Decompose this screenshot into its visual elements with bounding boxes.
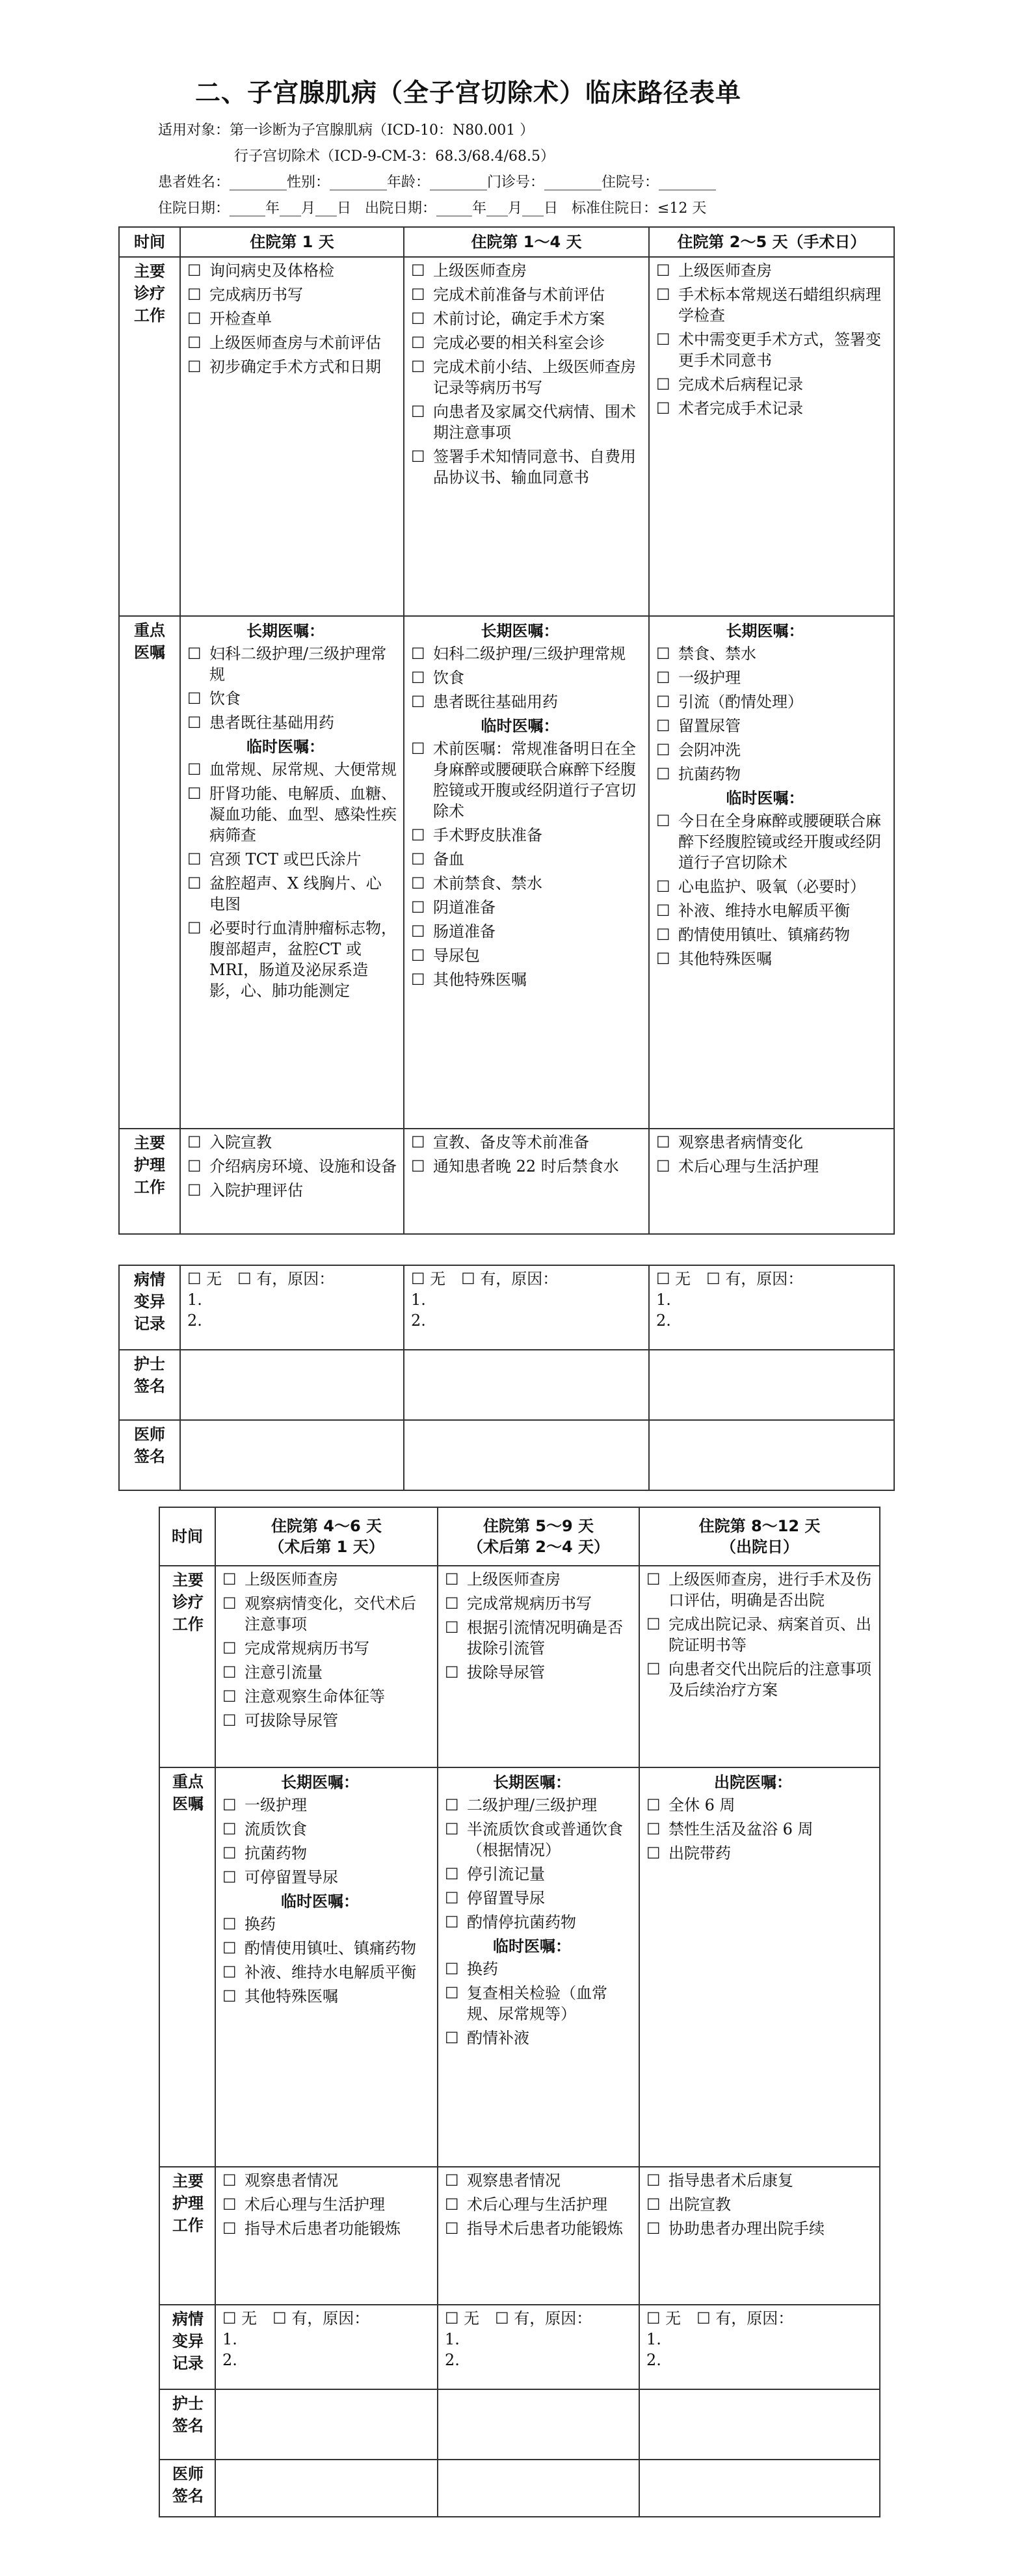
- nurse-signature-field[interactable]: [438, 2389, 639, 2460]
- row-label-key-orders: 重点医嘱: [119, 616, 180, 1129]
- checkbox-item[interactable]: ☐ 酌情使用镇吐、镇痛药物: [222, 1938, 430, 1959]
- main-work-cell: [649, 257, 894, 616]
- day-header: 住院第 8～12 天 （出院日）: [639, 1507, 880, 1566]
- row-label-nursing: 主要护理工作: [119, 1129, 180, 1234]
- day-header: 住院第 5～9 天 （术后第 2～4 天）: [438, 1507, 639, 1566]
- checkbox-item[interactable]: ☐ 出院宣教: [646, 2194, 873, 2215]
- nursing-cell: [404, 1129, 649, 1234]
- checkbox-item[interactable]: ☐ 抗菌药物: [656, 764, 887, 785]
- checkbox-item[interactable]: ☐ 妇科二级护理/三级护理常规: [187, 643, 397, 685]
- checkbox-item[interactable]: ☐ 术后心理与生活护理: [222, 2194, 430, 2215]
- checkbox-icon[interactable]: ☐: [495, 2309, 509, 2328]
- checkbox-item[interactable]: ☐ 指导术后患者功能锻炼: [445, 2218, 632, 2239]
- row-label-nurse-sign: 护士签名: [159, 2389, 215, 2460]
- temporary-orders-heading: 临时医嘱：: [481, 717, 559, 735]
- page-title: 二、子宫腺肌病（全子宫切除术）临床路径表单: [195, 79, 742, 108]
- checkbox-item[interactable]: ☐ 抗菌药物: [222, 1843, 430, 1864]
- orders-cell: [649, 616, 894, 1129]
- checkbox-icon[interactable]: ☐: [445, 2309, 459, 2328]
- checkbox-item[interactable]: ☐ 补液、维持水电解质平衡: [222, 1962, 430, 1983]
- checkbox-item[interactable]: ☐ 其他特殊医嘱: [656, 948, 887, 969]
- checkbox-item[interactable]: ☐ 观察患者病情变化: [656, 1132, 887, 1153]
- main-work-cell: [180, 257, 404, 616]
- checkbox-item[interactable]: ☐ 观察患者情况: [222, 2170, 430, 2191]
- checkbox-item[interactable]: ☐ 观察病情变化，交代术后注意事项: [222, 1593, 430, 1635]
- doctor-signature-field[interactable]: [438, 2460, 639, 2517]
- checkbox-item[interactable]: ☐ 上级医师查房: [656, 260, 887, 281]
- checkbox-item[interactable]: ☐ 禁性生活及盆浴 6 周: [646, 1819, 873, 1840]
- checkbox-item[interactable]: ☐ 协助患者办理出院手续: [646, 2218, 873, 2239]
- checkbox-item[interactable]: ☐ 完成术前准备与术前评估: [411, 284, 642, 305]
- row-label-variation: 病情变异记录: [159, 2305, 215, 2389]
- checkbox-item[interactable]: ☐ 完成常规病历书写: [222, 1638, 430, 1659]
- long-term-orders-heading: 长期医嘱：: [281, 1773, 359, 1791]
- nurse-signature-field[interactable]: [215, 2389, 438, 2460]
- row-label-main-work: 主要诊疗工作: [119, 257, 180, 616]
- orders-cell: [180, 616, 404, 1129]
- checkbox-icon[interactable]: ☐: [461, 1270, 475, 1288]
- variation-cell: [649, 1265, 894, 1350]
- checkbox-item[interactable]: ☐ 手术标本常规送石蜡组织病理学检查: [656, 284, 887, 326]
- row-label-nursing: 主要护理工作: [159, 2167, 215, 2305]
- doctor-signature-field[interactable]: [639, 2460, 880, 2517]
- checkbox-item[interactable]: ☐ 入院护理评估: [187, 1180, 397, 1201]
- checkbox-item[interactable]: ☐ 半流质饮食或普通饮食（根据情况）: [445, 1819, 632, 1860]
- checkbox-item[interactable]: ☐ 必要时行血清肿瘤标志物，腹部超声，盆腔CT 或 MRI，肠道及泌尿系造影，心、肺功能测定: [187, 918, 397, 1001]
- row-label-variation: 病情变异记录: [119, 1265, 180, 1350]
- checkbox-item[interactable]: ☐ 术前禁食、禁水: [411, 873, 642, 894]
- long-term-orders-heading: 长期医嘱：: [726, 622, 804, 640]
- checkbox-item[interactable]: ☐ 全休 6 周: [646, 1795, 873, 1816]
- checkbox-item[interactable]: ☐ 术后心理与生活护理: [445, 2194, 632, 2215]
- doctor-signature-field[interactable]: [404, 1420, 649, 1490]
- row-label-main-work: 主要诊疗工作: [159, 1566, 215, 1767]
- no-option-label: 无: [206, 1270, 222, 1288]
- long-term-orders-heading: 长期医嘱：: [481, 622, 559, 640]
- checkbox-item[interactable]: ☐ 一级护理: [222, 1795, 430, 1816]
- checkbox-icon[interactable]: ☐: [706, 1270, 721, 1288]
- pathway-table-2: [159, 1507, 880, 2517]
- main-work-cell: [438, 1566, 639, 1767]
- time-header: 时间: [119, 227, 180, 257]
- checkbox-item[interactable]: ☐ 手术野皮肤准备: [411, 825, 642, 846]
- checkbox-item[interactable]: ☐ 向患者交代出院后的注意事项及后续治疗方案: [646, 1659, 873, 1700]
- checkbox-item[interactable]: ☐ 酌情补液: [445, 2028, 632, 2048]
- checkbox-item[interactable]: ☐ 宫颈 TCT 或巴氏涂片: [187, 849, 397, 870]
- checkbox-item[interactable]: ☐ 出院带药: [646, 1843, 873, 1864]
- main-work-cell: [639, 1566, 880, 1767]
- checkbox-item[interactable]: ☐ 会阴冲洗: [656, 740, 887, 760]
- yes-option-label: 有，原因：: [514, 2309, 592, 2328]
- checkbox-item[interactable]: ☐ 完成出院记录、病案首页、出院证明书等: [646, 1614, 873, 1656]
- no-option-label: 无: [430, 1270, 446, 1288]
- checkbox-item[interactable]: ☐ 上级医师查房与术前评估: [187, 332, 397, 353]
- sign-table-1: [118, 1265, 895, 1491]
- checkbox-item[interactable]: ☐ 酌情停抗菌药物: [445, 1912, 632, 1933]
- checkbox-item[interactable]: ☐ 通知患者晚 22 时后禁食水: [411, 1156, 642, 1177]
- yes-option-label: 有，原因：: [256, 1270, 335, 1288]
- day-header: 住院第 4～6 天 （术后第 1 天）: [215, 1507, 438, 1566]
- checkbox-item[interactable]: ☐ 今日在全身麻醉或腰硬联合麻醉下经腹腔镜或经开腹或经阴道行子宫切除术: [656, 811, 887, 873]
- checkbox-item[interactable]: ☐ 术者完成手术记录: [656, 398, 887, 419]
- checkbox-item[interactable]: ☐ 术前讨论，确定手术方案: [411, 308, 642, 329]
- checkbox-item[interactable]: ☐ 指导术后患者功能锻炼: [222, 2218, 430, 2239]
- checkbox-item[interactable]: ☐ 术中需变更手术方式，签署变更手术同意书: [656, 329, 887, 371]
- orders-cell: [215, 1767, 438, 2167]
- checkbox-item[interactable]: ☐ 补液、维持水电解质平衡: [656, 900, 887, 921]
- checkbox-item[interactable]: ☐ 完成术前小结、上级医师查房记录等病历书写: [411, 356, 642, 398]
- checkbox-item[interactable]: ☐ 流质饮食: [222, 1819, 430, 1840]
- checkbox-item[interactable]: ☐ 可拔除导尿管: [222, 1710, 430, 1731]
- checkbox-item[interactable]: ☐ 拔除导尿管: [445, 1662, 632, 1683]
- nursing-cell: [180, 1129, 404, 1234]
- applicable-object-line: 适用对象：第一诊断为子宫腺肌病（ICD-10：N80.001 ）: [158, 122, 535, 139]
- long-term-orders-heading: 长期医嘱：: [246, 622, 324, 640]
- checkbox-icon[interactable]: ☐: [222, 2309, 237, 2328]
- admission-dates-line: 住院日期：_____年___月___日 出院日期：_____年___月___日 标准住院日：≤12 天: [158, 200, 707, 217]
- checkbox-item[interactable]: ☐ 指导患者术后康复: [646, 2170, 873, 2191]
- checkbox-item[interactable]: ☐ 一级护理: [656, 667, 887, 688]
- variation-reason-1[interactable]: 1.: [187, 1291, 202, 1309]
- temporary-orders-heading: 临时医嘱：: [246, 738, 324, 756]
- checkbox-item[interactable]: ☐ 阴道准备: [411, 897, 642, 918]
- no-option-label: 无: [241, 2309, 258, 2328]
- checkbox-item[interactable]: ☐ 复查相关检验（血常规、尿常规等）: [445, 1983, 632, 2024]
- checkbox-item[interactable]: ☐ 完成常规病历书写: [445, 1593, 632, 1614]
- no-option-label: 无: [675, 1270, 691, 1288]
- checkbox-item[interactable]: ☐ 术后心理与生活护理: [656, 1156, 887, 1177]
- checkbox-item[interactable]: ☐ 肝肾功能、电解质、血糖、凝血功能、血型、感染性疾病筛查: [187, 783, 397, 846]
- main-work-cell: [215, 1566, 438, 1767]
- checkbox-item[interactable]: ☐ 注意观察生命体征等: [222, 1686, 430, 1707]
- yes-option-label: 有，原因：: [715, 2309, 794, 2328]
- checkbox-item[interactable]: ☐ 可停留置导尿: [222, 1867, 430, 1888]
- variation-reason-1[interactable]: 1.: [222, 2330, 237, 2348]
- checkbox-item[interactable]: ☐ 心电监护、吸氧（必要时）: [656, 876, 887, 897]
- row-label-doctor-sign: 医师签名: [159, 2460, 215, 2517]
- checkbox-item[interactable]: ☐ 换药: [445, 1959, 632, 1979]
- checkbox-item[interactable]: ☐ 观察患者情况: [445, 2170, 632, 2191]
- checkbox-item[interactable]: ☐ 患者既往基础用药: [187, 712, 397, 733]
- checkbox-item[interactable]: ☐ 换药: [222, 1914, 430, 1935]
- variation-reason-2[interactable]: 2.: [187, 1311, 202, 1330]
- variation-reason-2[interactable]: 2.: [445, 2351, 460, 2369]
- row-label-key-orders: 重点医嘱: [159, 1767, 215, 2167]
- checkbox-item[interactable]: ☐ 妇科二级护理/三级护理常规: [411, 643, 642, 664]
- variation-reason-2[interactable]: 2.: [656, 1311, 671, 1330]
- procedure-line: 行子宫切除术（ICD-9-CM-3：68.3/68.4/68.5）: [234, 148, 555, 165]
- checkbox-item[interactable]: ☐ 盆腔超声、X 线胸片、心电图: [187, 873, 397, 915]
- checkbox-icon[interactable]: ☐: [656, 1270, 670, 1288]
- temporary-orders-heading: 临时医嘱：: [281, 1892, 359, 1911]
- variation-reason-1[interactable]: 1.: [411, 1291, 426, 1309]
- checkbox-item[interactable]: ☐ 开检查单: [187, 308, 397, 329]
- nursing-cell: [639, 2167, 880, 2305]
- checkbox-icon[interactable]: ☐: [696, 2309, 711, 2328]
- yes-option-label: 有，原因：: [480, 1270, 559, 1288]
- checkbox-icon[interactable]: ☐: [646, 2309, 661, 2328]
- nursing-cell: [438, 2167, 639, 2305]
- doctor-signature-field[interactable]: [180, 1420, 404, 1490]
- patient-info-line: 患者姓名：________性别：________年龄：________门诊号：________住院号：________: [158, 174, 717, 191]
- variation-reason-2[interactable]: 2.: [222, 2351, 237, 2369]
- checkbox-item[interactable]: ☐ 禁食、禁水: [656, 643, 887, 664]
- checkbox-item[interactable]: ☐ 血常规、尿常规、大便常规: [187, 759, 397, 780]
- checkbox-item[interactable]: ☐ 上级医师查房，进行手术及伤口评估，明确是否出院: [646, 1569, 873, 1611]
- nursing-cell: [215, 2167, 438, 2305]
- checkbox-item[interactable]: ☐ 饮食: [187, 688, 397, 709]
- checkbox-item[interactable]: ☐ 上级医师查房: [445, 1569, 632, 1590]
- day-header: 住院第 1 天: [180, 227, 404, 257]
- checkbox-item[interactable]: ☐ 入院宣教: [187, 1132, 397, 1153]
- checkbox-item[interactable]: ☐ 饮食: [411, 667, 642, 688]
- variation-cell: [215, 2305, 438, 2389]
- no-option-label: 无: [665, 2309, 681, 2328]
- checkbox-item[interactable]: ☐ 留置尿管: [656, 716, 887, 736]
- checkbox-item[interactable]: ☐ 上级医师查房: [222, 1569, 430, 1590]
- checkbox-item[interactable]: ☐ 初步确定手术方式和日期: [187, 356, 397, 377]
- row-label-doctor-sign: 医师签名: [119, 1420, 180, 1490]
- nurse-signature-field[interactable]: [649, 1350, 894, 1420]
- checkbox-item[interactable]: ☐ 上级医师查房: [411, 260, 642, 281]
- checkbox-icon[interactable]: ☐: [187, 1270, 202, 1288]
- checkbox-item[interactable]: ☐ 二级护理/三级护理: [445, 1795, 632, 1816]
- orders-cell: [404, 616, 649, 1129]
- checkbox-item[interactable]: ☐ 完成必要的相关科室会诊: [411, 332, 642, 353]
- yes-option-label: 有，原因：: [725, 1270, 804, 1288]
- variation-reason-1[interactable]: 1.: [656, 1291, 671, 1309]
- checkbox-item[interactable]: ☐ 完成术后病程记录: [656, 374, 887, 395]
- checkbox-item[interactable]: ☐ 停引流记量: [445, 1864, 632, 1885]
- nurse-signature-field[interactable]: [404, 1350, 649, 1420]
- yes-option-label: 有，原因：: [291, 2309, 370, 2328]
- day-header: 住院第 1～4 天: [404, 227, 649, 257]
- main-work-cell: [404, 257, 649, 616]
- row-label-nurse-sign: 护士签名: [119, 1350, 180, 1420]
- checkbox-icon[interactable]: ☐: [237, 1270, 252, 1288]
- checkbox-item[interactable]: ☐ 导尿包: [411, 945, 642, 966]
- variation-reason-2[interactable]: 2.: [646, 2351, 661, 2369]
- doctor-signature-field[interactable]: [215, 2460, 438, 2517]
- checkbox-item[interactable]: ☐ 根据引流情况明确是否拔除引流管: [445, 1617, 632, 1659]
- checkbox-item[interactable]: ☐ 引流（酌情处理）: [656, 691, 887, 712]
- temporary-orders-heading: 临时医嘱：: [726, 789, 804, 807]
- long-term-orders-heading: 长期医嘱：: [493, 1773, 571, 1791]
- time-header: 时间: [159, 1507, 215, 1566]
- checkbox-item[interactable]: ☐ 酌情使用镇吐、镇痛药物: [656, 924, 887, 945]
- day-header: 住院第 2～5 天（手术日）: [649, 227, 894, 257]
- variation-reason-1[interactable]: 1.: [445, 2330, 460, 2348]
- checkbox-item[interactable]: ☐ 签署手术知情同意书、自费用品协议书、输血同意书: [411, 446, 642, 488]
- checkbox-item[interactable]: ☐ 询问病史及体格检: [187, 260, 397, 281]
- checkbox-item[interactable]: ☐ 患者既往基础用药: [411, 691, 642, 712]
- nurse-signature-field[interactable]: [180, 1350, 404, 1420]
- checkbox-item[interactable]: ☐ 注意引流量: [222, 1662, 430, 1683]
- checkbox-item[interactable]: ☐ 其他特殊医嘱: [411, 969, 642, 990]
- checkbox-item[interactable]: ☐ 介绍病房环境、设施和设备: [187, 1156, 397, 1177]
- checkbox-icon[interactable]: ☐: [272, 2309, 287, 2328]
- orders-cell: [639, 1767, 880, 2167]
- variation-cell: [639, 2305, 880, 2389]
- variation-reason-2[interactable]: 2.: [411, 1311, 426, 1330]
- variation-reason-1[interactable]: 1.: [646, 2330, 661, 2348]
- temporary-orders-heading: 临时医嘱：: [493, 1937, 571, 1955]
- variation-cell: [438, 2305, 639, 2389]
- checkbox-item[interactable]: ☐ 停留置导尿: [445, 1888, 632, 1909]
- checkbox-item[interactable]: ☐ 向患者及家属交代病情、围术期注意事项: [411, 401, 642, 443]
- nursing-cell: [649, 1129, 894, 1234]
- doctor-signature-field[interactable]: [649, 1420, 894, 1490]
- orders-cell: [438, 1767, 639, 2167]
- variation-cell: [404, 1265, 649, 1350]
- checkbox-item[interactable]: ☐ 完成病历书写: [187, 284, 397, 305]
- nurse-signature-field[interactable]: [639, 2389, 880, 2460]
- pathway-table-1: [118, 226, 895, 1235]
- checkbox-item[interactable]: ☐ 备血: [411, 849, 642, 870]
- checkbox-icon[interactable]: ☐: [411, 1270, 425, 1288]
- checkbox-item[interactable]: ☐ 术前医嘱：常规准备明日在全身麻醉或腰硬联合麻醉下经腹腔镜或开腹或经阴道行子宫切除术: [411, 738, 642, 822]
- variation-cell: [180, 1265, 404, 1350]
- checkbox-item[interactable]: ☐ 肠道准备: [411, 921, 642, 942]
- no-option-label: 无: [464, 2309, 480, 2328]
- checkbox-item[interactable]: ☐ 其他特殊医嘱: [222, 1986, 430, 2007]
- checkbox-item[interactable]: ☐ 宣教、备皮等术前准备: [411, 1132, 642, 1153]
- discharge-orders-heading: 出院医嘱：: [714, 1773, 792, 1791]
